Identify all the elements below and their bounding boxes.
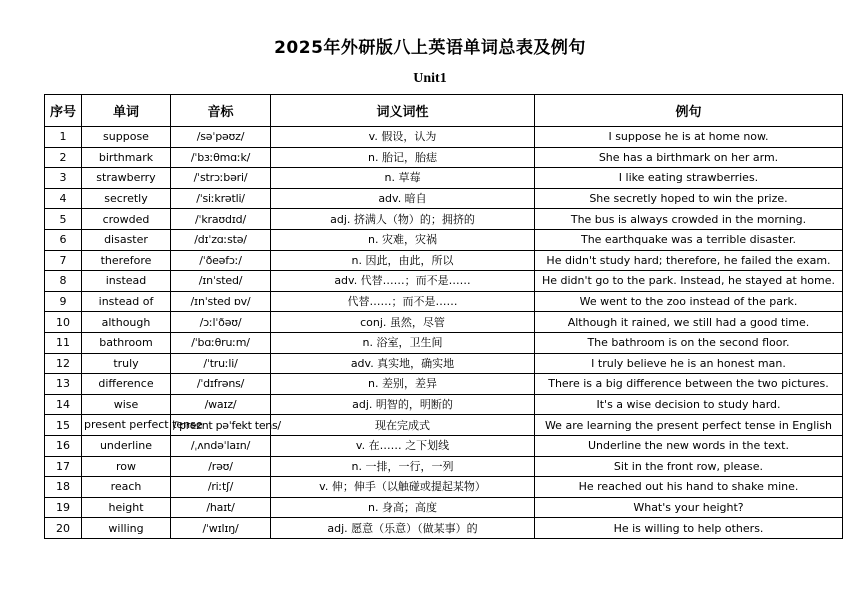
cell-word: therefore — [82, 250, 171, 271]
cell-meaning: n. 浴室，卫生间 — [271, 332, 535, 353]
cell-meaning: adj. 挤满人（物）的；拥挤的 — [271, 209, 535, 230]
cell-number: 11 — [45, 332, 82, 353]
table-row — [45, 209, 843, 230]
cell-number: 3 — [45, 168, 82, 189]
cell-phonetic: /haɪt/ — [171, 497, 271, 518]
cell-example: Sit in the front row, please. — [535, 456, 843, 477]
table-row — [45, 353, 843, 374]
cell-meaning: adj. 明智的，明断的 — [271, 394, 535, 415]
cell-number: 1 — [45, 127, 82, 148]
cell-phonetic: /ɪnˈsted/ — [171, 271, 271, 292]
cell-example: I suppose he is at home now. — [535, 127, 843, 148]
cell-meaning: v. 假设，认为 — [271, 127, 535, 148]
table-row — [45, 332, 843, 353]
cell-meaning: adv. 暗自 — [271, 188, 535, 209]
cell-meaning: n. 身高；高度 — [271, 497, 535, 518]
cell-phonetic: /ˈbɜːθmɑːk/ — [171, 147, 271, 168]
cell-meaning: v. 伸；伸手（以触碰或提起某物） — [271, 477, 535, 498]
table-row — [45, 271, 843, 292]
cell-number: 12 — [45, 353, 82, 374]
cell-phonetic: /ˈpreznt pəˈfekt tens/ — [171, 415, 271, 436]
cell-example: He didn't go to the park. Instead, he stayed at home. — [535, 271, 843, 292]
cell-word: strawberry — [82, 168, 171, 189]
cell-word: present perfect tense — [82, 415, 171, 436]
cell-meaning: conj. 虽然，尽管 — [271, 312, 535, 333]
cell-phonetic: /ˌʌndəˈlaɪn/ — [171, 435, 271, 456]
cell-phonetic: /ˈsiːkrətli/ — [171, 188, 271, 209]
table-row — [45, 497, 843, 518]
vocabulary-table — [44, 94, 843, 539]
header-number: 序号 — [45, 95, 82, 127]
cell-phonetic: /ˈðeəfɔː/ — [171, 250, 271, 271]
cell-number: 6 — [45, 229, 82, 250]
table-row — [45, 435, 843, 456]
cell-example: She has a birthmark on her arm. — [535, 147, 843, 168]
cell-word: truly — [82, 353, 171, 374]
table-row — [45, 147, 843, 168]
cell-example: The earthquake was a terrible disaster. — [535, 229, 843, 250]
cell-number: 15 — [45, 415, 82, 436]
cell-example: It's a wise decision to study hard. — [535, 394, 843, 415]
cell-phonetic: /ɪnˈsted ɒv/ — [171, 291, 271, 312]
header-example: 例句 — [535, 95, 843, 127]
table-row — [45, 312, 843, 333]
cell-example: We are learning the present perfect tense in English — [535, 415, 843, 436]
header-word: 单词 — [82, 95, 171, 127]
cell-example: Underline the new words in the text. — [535, 435, 843, 456]
cell-word: secretly — [82, 188, 171, 209]
cell-meaning: adj. 愿意（乐意）（做某事）的 — [271, 518, 535, 539]
cell-number: 20 — [45, 518, 82, 539]
cell-word: instead — [82, 271, 171, 292]
cell-example: The bathroom is on the second floor. — [535, 332, 843, 353]
cell-example: He reached out his hand to shake mine. — [535, 477, 843, 498]
cell-word: bathroom — [82, 332, 171, 353]
cell-word: disaster — [82, 229, 171, 250]
cell-example: Although it rained, we still had a good time. — [535, 312, 843, 333]
table-row — [45, 250, 843, 271]
cell-number: 16 — [45, 435, 82, 456]
cell-meaning: n. 因此，由此，所以 — [271, 250, 535, 271]
table-row — [45, 291, 843, 312]
cell-phonetic: /ˈbɑːθruːm/ — [171, 332, 271, 353]
cell-word: crowded — [82, 209, 171, 230]
cell-phonetic: /ɔːlˈðəʊ/ — [171, 312, 271, 333]
cell-example: There is a big difference between the two pictures. — [535, 374, 843, 395]
cell-phonetic: /ˈkraʊdɪd/ — [171, 209, 271, 230]
cell-example: He is willing to help others. — [535, 518, 843, 539]
cell-meaning: n. 胎记，胎痣 — [271, 147, 535, 168]
cell-word: underline — [82, 435, 171, 456]
cell-number: 19 — [45, 497, 82, 518]
cell-number: 2 — [45, 147, 82, 168]
cell-number: 5 — [45, 209, 82, 230]
cell-meaning: 代替……；而不是…… — [271, 291, 535, 312]
cell-phonetic: /səˈpəʊz/ — [171, 127, 271, 148]
cell-word: height — [82, 497, 171, 518]
table-row — [45, 168, 843, 189]
cell-number: 18 — [45, 477, 82, 498]
unit-heading: Unit1 — [413, 71, 447, 86]
cell-meaning: n. 一排，一行，一列 — [271, 456, 535, 477]
document-title: 2025年外研版八上英语单词总表及例句 — [274, 38, 586, 58]
cell-phonetic: /ˈwɪlɪŋ/ — [171, 518, 271, 539]
cell-example: He didn't study hard; therefore, he failed the exam. — [535, 250, 843, 271]
cell-word: instead of — [82, 291, 171, 312]
table-row — [45, 456, 843, 477]
cell-word: suppose — [82, 127, 171, 148]
header-phonetic: 音标 — [171, 95, 271, 127]
table-row — [45, 188, 843, 209]
cell-meaning: adv. 代替……；而不是…… — [271, 271, 535, 292]
cell-number: 8 — [45, 271, 82, 292]
table-row — [45, 477, 843, 498]
cell-meaning: n. 差别，差异 — [271, 374, 535, 395]
cell-example: I like eating strawberries. — [535, 168, 843, 189]
cell-word: willing — [82, 518, 171, 539]
cell-number: 14 — [45, 394, 82, 415]
cell-phonetic: /ˈtruːli/ — [171, 353, 271, 374]
cell-phonetic: /rəʊ/ — [171, 456, 271, 477]
cell-number: 9 — [45, 291, 82, 312]
cell-example: She secretly hoped to win the prize. — [535, 188, 843, 209]
cell-meaning: n. 灾难，灾祸 — [271, 229, 535, 250]
cell-number: 10 — [45, 312, 82, 333]
cell-number: 4 — [45, 188, 82, 209]
cell-example: The bus is always crowded in the morning. — [535, 209, 843, 230]
cell-phonetic: /ˈstrɔːbəri/ — [171, 168, 271, 189]
table-row — [45, 415, 843, 436]
header-meaning: 词义词性 — [271, 95, 535, 127]
cell-word: row — [82, 456, 171, 477]
cell-number: 13 — [45, 374, 82, 395]
cell-meaning: v. 在…… 之下划线 — [271, 435, 535, 456]
cell-word: reach — [82, 477, 171, 498]
table-row — [45, 518, 843, 539]
cell-example: We went to the zoo instead of the park. — [535, 291, 843, 312]
cell-phonetic: /riːtʃ/ — [171, 477, 271, 498]
cell-meaning: n. 草莓 — [271, 168, 535, 189]
cell-word: birthmark — [82, 147, 171, 168]
cell-phonetic: /dɪˈzɑːstə/ — [171, 229, 271, 250]
cell-example: I truly believe he is an honest man. — [535, 353, 843, 374]
table-header-row — [45, 95, 843, 127]
cell-meaning: adv. 真实地，确实地 — [271, 353, 535, 374]
table-row — [45, 127, 843, 148]
cell-word: wise — [82, 394, 171, 415]
cell-number: 7 — [45, 250, 82, 271]
cell-number: 17 — [45, 456, 82, 477]
cell-phonetic: /ˈdɪfrəns/ — [171, 374, 271, 395]
cell-word: although — [82, 312, 171, 333]
table-row — [45, 374, 843, 395]
cell-phonetic: /waɪz/ — [171, 394, 271, 415]
cell-example: What's your height? — [535, 497, 843, 518]
table-row — [45, 229, 843, 250]
cell-word: difference — [82, 374, 171, 395]
table-row — [45, 394, 843, 415]
cell-meaning: 现在完成式 — [271, 415, 535, 436]
